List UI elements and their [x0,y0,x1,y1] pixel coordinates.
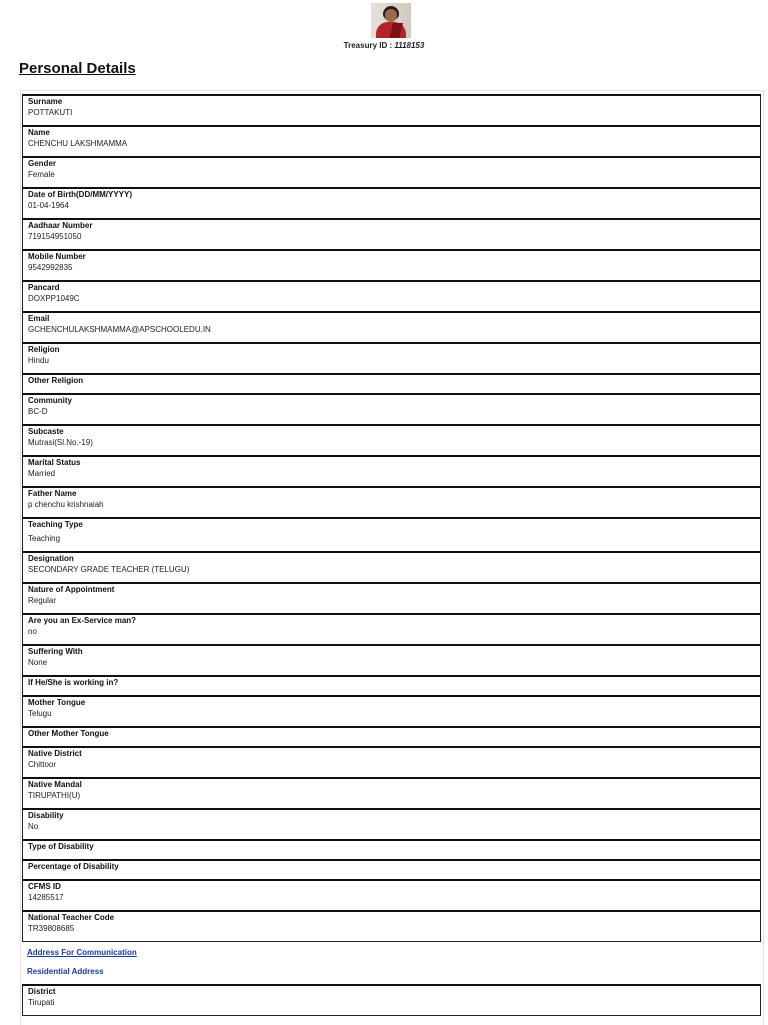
treasury-id: 1118153 [394,41,425,50]
field-value: 719154951050 [28,232,82,241]
field-surname [22,94,761,126]
field-cfms-id [22,879,761,911]
field-value: SECONDARY GRADE TEACHER (TELUGU) [28,565,190,574]
field-email [22,311,761,343]
field-designation [22,551,761,583]
field-label: Native District [28,749,82,758]
field-value: Telugu [28,709,52,718]
field-mobile-number [22,249,761,281]
field-other-mother-tongue [22,726,761,747]
field-mother-tongue [22,695,761,727]
field-label: Disability [28,811,64,820]
field-label: Nature of Appointment [28,585,115,594]
field-percentage-of-disability [22,859,761,880]
field-native-district [22,746,761,778]
field-district [22,984,761,1016]
field-name [22,125,761,157]
header [0,0,768,60]
field-value: 01-04-1964 [28,201,69,210]
field-subcaste [22,424,761,456]
field-pancard [22,280,761,312]
residential-address-heading: Residential Address [27,967,104,976]
field-disability [22,808,761,840]
field-value: Hindu [28,356,49,365]
field-teaching-type [22,517,761,552]
field-label: Other Mother Tongue [28,729,109,738]
field-label: Mobile Number [28,252,86,261]
field-label: National Teacher Code [28,913,115,922]
field-value: DOXPP1049C [28,294,80,303]
field-label: Teaching Type [28,520,83,529]
field-nature-of-appointment [22,582,761,614]
field-community [22,393,761,425]
field-value: p chenchu krishnaiah [28,500,104,509]
details-list [22,95,761,1016]
treasury-id-line [0,41,768,50]
field-value: No [28,822,39,831]
field-value: TIRUPATHI(U) [28,791,81,800]
field-label: Suffering With [28,647,83,656]
field-value: Female [28,170,55,179]
field-father-name [22,486,761,518]
field-aadhaar-number [22,218,761,250]
field-label: Percentage of Disability [28,862,119,871]
field-native-mandal [22,777,761,809]
field-label: Subcaste [28,427,64,436]
field-working-in [22,675,761,696]
field-label: Surname [28,97,63,106]
field-label: Mother Tongue [28,698,86,707]
field-label: Native Mandal [28,780,82,789]
field-value: Mutrasi(Sl.No.-19) [28,438,93,447]
field-label: District [28,987,56,996]
field-label: CFMS ID [28,882,61,891]
field-label: Type of Disability [28,842,94,851]
field-label: Pancard [28,283,60,292]
treasury-label: Treasury ID : [343,41,395,50]
field-label: Other Religion [28,376,84,385]
field-date-of-birth [22,187,761,219]
field-value: Regular [28,596,57,605]
field-label: Email [28,314,50,323]
field-gender [22,156,761,188]
field-value: Tirupati [28,998,55,1007]
field-label: If He/She is working in? [28,678,119,687]
field-type-of-disability [22,839,761,860]
field-other-religion [22,373,761,394]
field-label: Community [28,396,72,405]
field-value: CHENCHU LAKSHMAMMA [28,139,128,148]
field-value: TR39808685 [28,924,75,933]
field-value: Teaching [28,534,61,543]
field-value: BC-D [28,407,48,416]
field-value: POTTAKUTI [28,108,73,117]
field-religion [22,342,761,374]
field-value: 14285517 [28,893,64,902]
field-label: Are you an Ex-Service man? [28,616,137,625]
field-label: Marital Status [28,458,81,467]
field-label: Name [28,128,50,137]
field-national-teacher-code [22,910,761,942]
profile-photo [371,3,411,38]
field-label: Father Name [28,489,77,498]
page-title: Personal Details [19,60,136,77]
field-label: Aadhaar Number [28,221,93,230]
field-marital-status [22,455,761,487]
address-for-communication-link[interactable]: Address For Communication [27,948,137,957]
field-label: Date of Birth(DD/MM/YYYY) [28,190,132,199]
field-value: Married [28,469,56,478]
field-value: Chittoor [28,760,57,769]
field-label: Gender [28,159,57,168]
address-link-row [22,942,761,964]
field-value: no [28,627,37,636]
field-ex-service-man [22,613,761,645]
field-value: 9542992835 [28,263,73,272]
field-label: Religion [28,345,60,354]
field-suffering-with [22,644,761,676]
field-value: GCHENCHULAKSHMAMMA@APSCHOOLEDU.IN [28,325,211,334]
field-value: None [28,658,48,667]
field-label: Designation [28,554,74,563]
